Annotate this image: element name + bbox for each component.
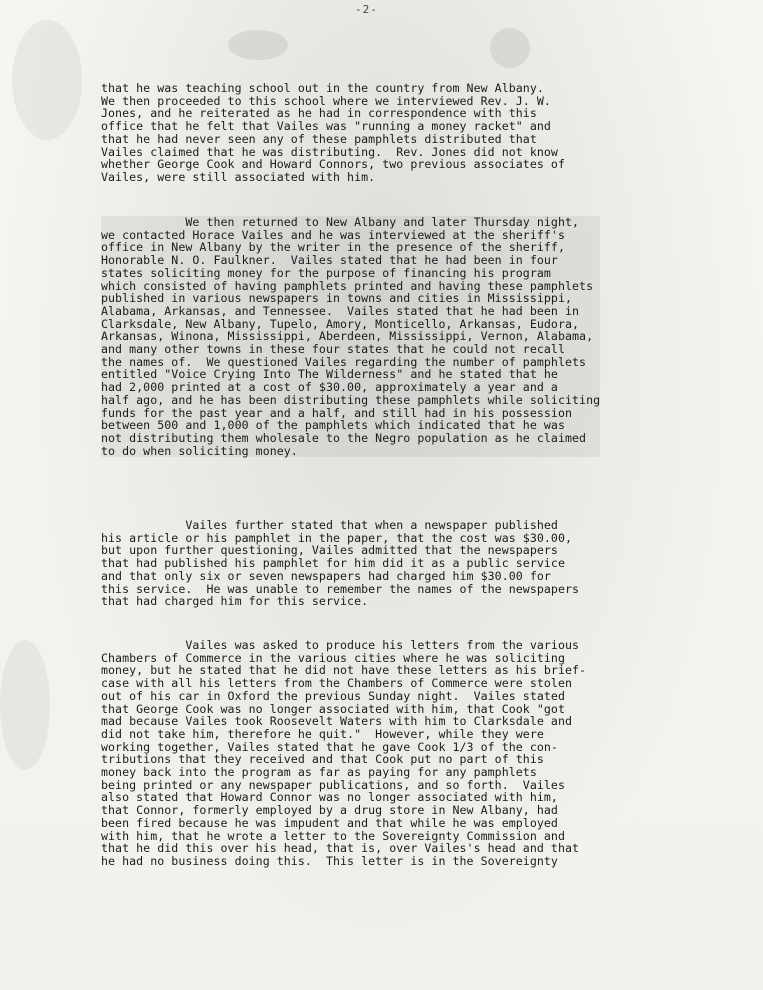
paragraph-newspaper-cost: Vailes further stated that when a newspaper published his article or his pamphlet in the paper, that the cost was $30.00, but upon further questioning, Vailes admitted that the newspapers that had published his pamphlet for him did it as a public service and that only six or seven newspapers had charged him $30.00 for this service. He was unable to remember the names of the newspapers that had charged him for this service.: [101, 518, 580, 609]
paragraph-interview-jones: that he was teaching school out in the country from New Albany. We then proceeded to this school where we interviewed Rev. J. W. Jones, and he reiterated as he had in correspondence with this office that he felt that Vailes was "running a money racket" and that he had never seen any of these pamphlets distributed that Vailes claimed that he was distributing. Rev. Jones did not know whether George Cook and Howard Connors, two previous associates of Vailes, were still associated with him.: [101, 81, 565, 184]
paragraph-vailes-interview: We then returned to New Albany and later Thursday night, we contacted Horace Vailes and he was interviewed at the sheriff's office in New Albany by the writer in the presence of the sheriff, Honorable N. O. Faulkner. Vailes stated that he had been in four states soliciting money for the purpose of financing his program which consisted of having pamphlets printed and having these pamphlets published in various newspapers in towns and cities in Mississippi, Alabama, Arkansas, and Tennessee. Vailes stated that he had been in Clarksdale, New Albany, Tupelo, Amory, Monticello, Arkansas, Eudora, Arkansas, Winona, Mississippi, Aberdeen, Mississippi, Vernon, Alabama, and many other towns in these four states that he could not recall the names of. We questioned Vailes regarding the number of pamphlets entitled "Voice Crying Into The Wilderness" and he stated that he had 2,000 printed at a cost of $30.00, approximately a year and a half ago, and he has been distributing these pamphlets while soliciting funds for the past year and a half, and still had in his possession between 500 and 1,000 of the pamphlets which indicated that he was not distributing them wholesale to the Negro population as he claimed to do when soliciting money.: [101, 215, 601, 458]
scan-smudge: [0, 640, 50, 770]
paragraph-chamber-letters: Vailes was asked to produce his letters from the various Chambers of Commerce in the various cities where he was soliciting money, but he stated that he did not have these letters as his brief- case with all his letters from the Chambers of Commerce were stolen out of his car in Oxford the previous Sunday night. Vailes stated that George Cook was no longer associated with him, that Cook "got mad because Vailes took Roosevelt Waters with him to Clarksdale and did not take him, therefore he quit." However, while they were working together, Vailes stated that he gave Cook 1/3 of the con- tributions that they received and that Cook put no part of this money back into the program as far as paying for any pamphlets being printed or any newspaper publications, and so forth. Vailes also stated that Howard Connor was no longer associated with him, that Connor, formerly employed by a drug store in New Albany, had been fired because he was impudent and that while he was employed with him, that he wrote a letter to the Sovereignty Commission and that he did this over his head, that is, over Vailes's head and that he had no business doing this. This letter is in the Sovereignty: [101, 638, 587, 868]
page-number: -2-: [355, 3, 378, 16]
scan-smudge: [228, 30, 288, 60]
scan-smudge: [12, 20, 82, 140]
scan-smudge: [490, 28, 530, 68]
